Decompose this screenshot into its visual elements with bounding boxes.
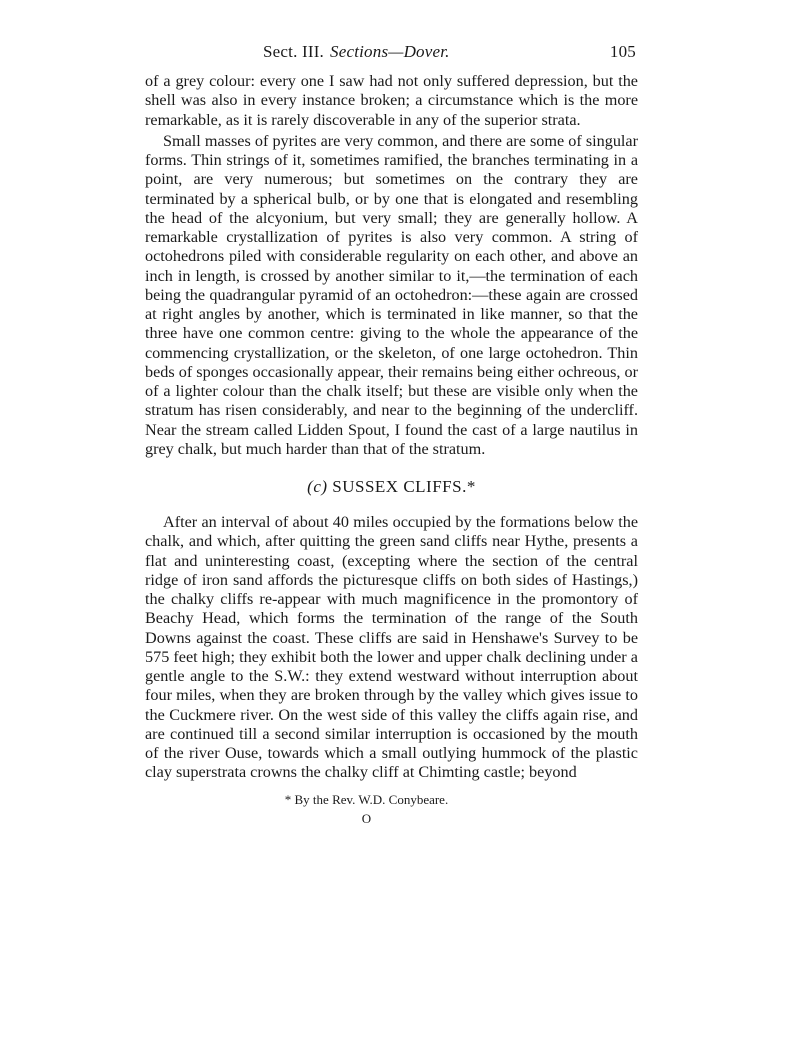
running-head: [145, 42, 638, 72]
paragraph-continued: of a grey colour: every one I saw had not only suffered depression, but the shell was also in every instance broken; a circumstance which is the more remarkable, as it is rarely discoverable in any of the superior strata.: [145, 72, 638, 129]
book-page: [145, 42, 638, 827]
section-letter: (c): [307, 477, 328, 496]
section-title: SUSSEX CLIFFS.*: [332, 477, 476, 496]
section-heading: [145, 477, 638, 497]
paragraph-sussex-cliffs: After an interval of about 40 miles occupied by the formations below the chalk, and which, after quitting the green sand cliffs near Hythe, presents a flat and uninteresting coast, (excepting where the section of the central ridge of iron sand affords the picturesque cliffs on both sides of Hastings,) the chalky cliffs re-appear with much magnificence in the promontory of Beachy Head, which forms the termination of the range of the South Downs against the coast. These cliffs are said in Henshawe's Survey to be 575 feet high; they exhibit both the lower and upper chalk declining under a gentle angle to the S.W.: they extend westward without interruption about four miles, when they are broken through by the valley which gives issue to the Cuckmere river. On the west side of this valley the cliffs again rise, and are continued till a second similar interruption is occasioned by the mouth of the river Ouse, towards which a small outlying hummock of the plastic clay superstrata crowns the chalky cliff at Chimting castle; beyond: [145, 513, 638, 782]
running-head-title: [263, 42, 450, 62]
footnote: * By the Rev. W.D. Conybeare.: [284, 791, 449, 807]
signature-mark: O: [361, 810, 372, 826]
page-number: 105: [609, 42, 636, 61]
paragraph-pyrites: Small masses of pyrites are very common, and there are some of singular forms. Thin strings of it, sometimes ramified, the branches terminating in a point, are very numerous; but sometimes on the contrary they are terminated by a spherical bulb, or by one that is elongated and resembling the head of the alcyonium, but very small; they are generally hollow. A remarkable crystallization of pyrites is also very common. A string of octohedrons piled with considerable regularity on each other, and above an inch in length, is crossed by another similar to it,—the termination of each being the quadrangular pyramid of an octohedron:—these again are crossed at right angles by another, which is terminated in like manner, so that the three have one common centre: giving to the whole the appearance of the commencing crystallization, or the skeleton, of one large octohedron. Thin beds of sponges occasionally appear, their remains being either ochreous, or of a lighter colour than the chalk itself; but these are visible only when the stratum has risen considerably, and near to the beginning of the undercliff. Near the stream called Lidden Spout, I found the cast of a large nautilus in grey chalk, but much harder than that of the stratum.: [145, 131, 638, 458]
section-subtitle: Sections—Dover.: [330, 42, 450, 61]
section-number: Sect. III.: [263, 42, 325, 61]
